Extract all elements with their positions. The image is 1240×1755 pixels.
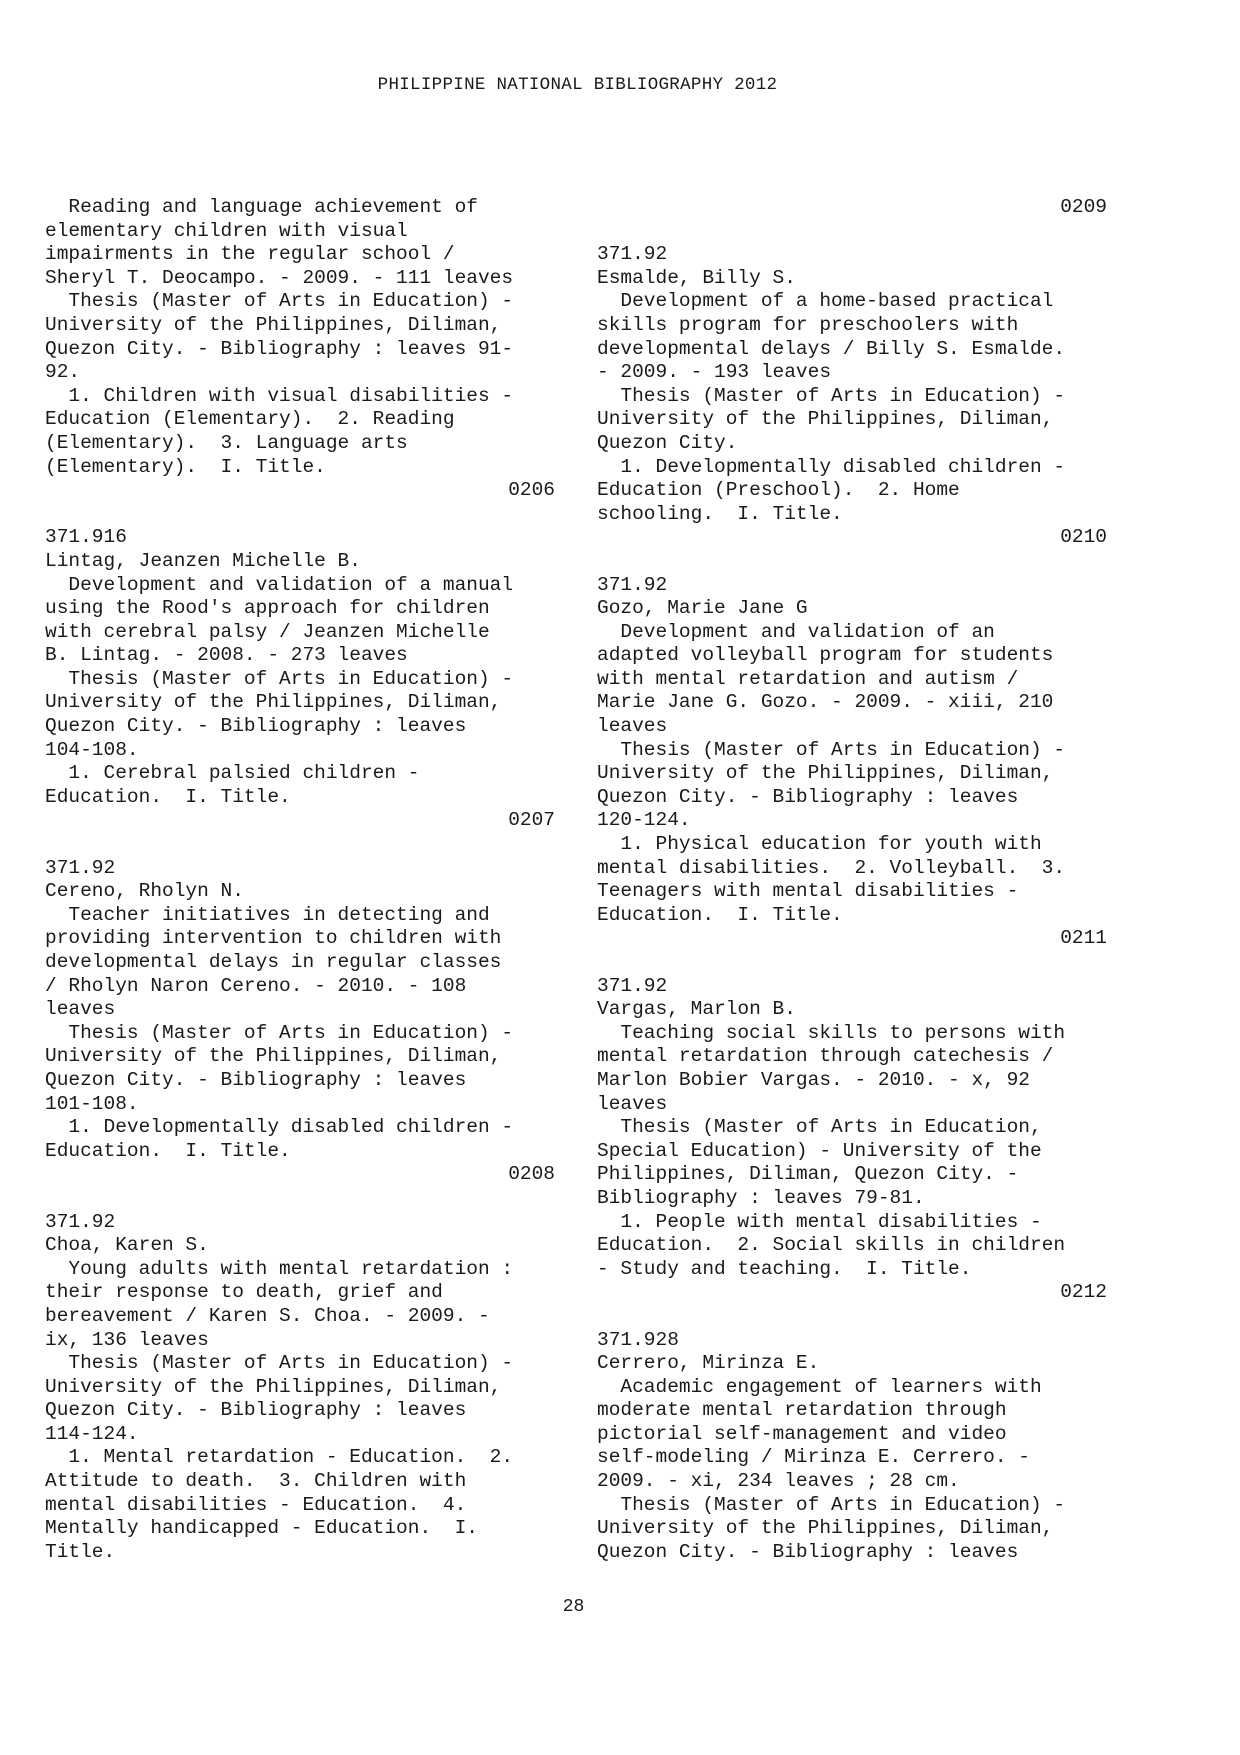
- entry-0212-text: 371.92 Vargas, Marlon B. Teaching social skills to persons with mental retardation through catechesis / Marlon Bobier Vargas. - 2010. - x, 92 leaves Thesis (Master of Arts in Education, Special Education) - University of the Philippines, Diliman, Quezon City. - Bibliography : leaves 79-81. 1. People with mental disabilities - Education. 2. Social skills in children - Study and teaching. I. Title.: [597, 974, 1066, 1280]
- page-header: PHILIPPINE NATIONAL BIBLIOGRAPHY 2012: [377, 75, 778, 95]
- entry-0207-text: 371.916 Lintag, Jeanzen Michelle B. Development and validation of a manual using the Rood's approach for children with cerebral palsy / Jeanzen Michelle B. Lintag. - 2008. - 273 leaves Thesis (Master of Arts in Education) - University of the Philippines, Diliman, Quezon City. - Bibliography : leaves 104-108. 1. Cerebral palsied children - Education. I. Title.: [45, 526, 514, 808]
- entry-separator: [597, 550, 1107, 574]
- entry-0209-number: 0209: [1060, 196, 1107, 218]
- page-number: 28: [562, 1597, 585, 1617]
- entry-0207-number: 0207: [508, 809, 555, 832]
- entry-0210-number: 0210: [1060, 526, 1107, 549]
- entry-separator: [597, 951, 1107, 975]
- right-column: [597, 196, 1107, 1564]
- entry-0210-text: 371.92 Esmalde, Billy S. Development of a home-based practical skills program for preschoolers with developmental delays / Billy S. Esmalde. - 2009. - 193 leaves Thesis (Master of Arts in Education) - University of the Philippines, Diliman, Quezon City. 1. Developmentally disabled children - Education (Preschool). 2. Home schooling. I. Title.: [597, 243, 1066, 525]
- entry-separator: [45, 503, 555, 527]
- entry-separator: [597, 1305, 1107, 1329]
- entry-0212-number: 0212: [1060, 1281, 1107, 1304]
- entry-0206-number: 0206: [508, 479, 555, 502]
- entry-0206-text: Reading and language achievement of elementary children with visual impairments in the regular school / Sheryl T. Deocampo. - 2009. - 111 leaves Thesis (Master of Arts in Education) - University of the Philippines, Diliman, Quezon City. - Bibliography : leaves 91- 92. 1. Children with visual disabilities - Education (Elementary). 2. Reading (Elementary). 3. Language arts (Elementary). I. Title.: [45, 196, 514, 478]
- entry-separator: [45, 833, 555, 857]
- left-column: [45, 196, 555, 1564]
- entry-0209-text: 371.92 Choa, Karen S. Young adults with mental retardation : their response to death, grief and bereavement / Karen S. Choa. - 2009. - ix, 136 leaves Thesis (Master of Arts in Education) - University of the Philippines, Diliman, Quezon City. - Bibliography : leaves 114-124. 1. Mental retardation - Education. 2. Attitude to death. 3. Children with mental disabilities - Education. 4. Mentally handicapped - Education. I. Title.: [45, 1210, 514, 1563]
- entry-0208-number: 0208: [508, 1163, 555, 1186]
- entry-separator: [45, 1187, 555, 1211]
- entry-separator: [597, 220, 1107, 244]
- entry-0211-text: 371.92 Gozo, Marie Jane G Development and validation of an adapted volleyball program for students with mental retardation and autism / Marie Jane G. Gozo. - 2009. - xiii, 210 leaves Thesis (Master of Arts in Education) - University of the Philippines, Diliman, Quezon City. - Bibliography : leaves 120-124. 1. Physical education for youth with mental disabilities. 2. Volleyball. 3. Teenagers with mental disabilities - Education. I. Title.: [597, 573, 1066, 926]
- entry-0208-text: 371.92 Cereno, Rholyn N. Teacher initiatives in detecting and providing intervention to children with developmental delays in regular classes / Rholyn Naron Cereno. - 2010. - 108 leaves Thesis (Master of Arts in Education) - University of the Philippines, Diliman, Quezon City. - Bibliography : leaves 101-108. 1. Developmentally disabled children - Education. I. Title.: [45, 856, 514, 1162]
- entry-0211-number: 0211: [1060, 927, 1107, 950]
- entry-0213-text: 371.928 Cerrero, Mirinza E. Academic engagement of learners with moderate mental retardation through pictorial self-management and video self-modeling / Mirinza E. Cerrero. - 2009. - xi, 234 leaves ; 28 cm. Thesis (Master of Arts in Education) - University of the Philippines, Diliman, Quezon City. - Bibliography : leaves: [597, 1328, 1066, 1563]
